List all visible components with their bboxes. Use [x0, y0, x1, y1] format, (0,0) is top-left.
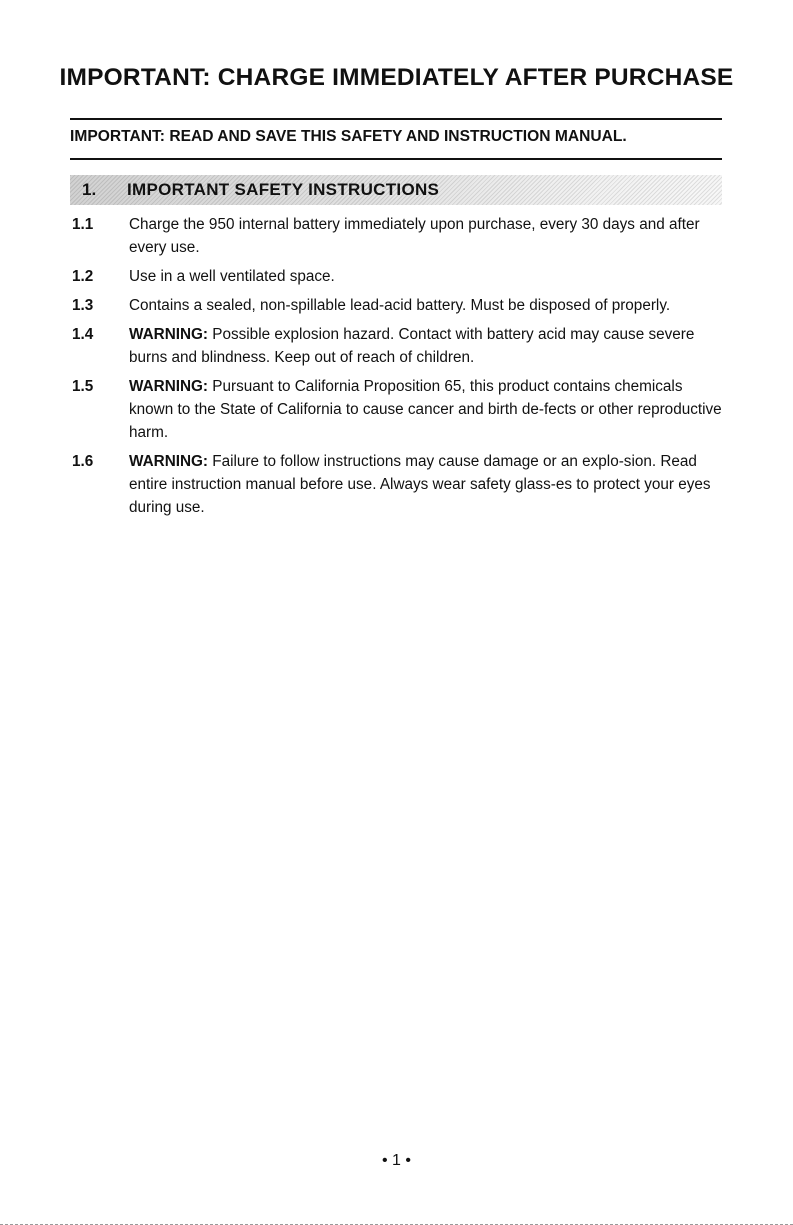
safety-instructions-list	[0, 213, 793, 525]
item-number: 1.1	[72, 216, 94, 233]
page-title: IMPORTANT: CHARGE IMMEDIATELY AFTER PURCHASE	[59, 64, 734, 91]
item-text: Possible explosion hazard. Contact with battery acid may cause severe burns and blindness. Keep out of reach of children.	[129, 326, 695, 366]
bottom-divider	[70, 158, 722, 160]
item-number: 1.2	[72, 268, 94, 285]
item-number: 1.6	[72, 453, 94, 470]
item-body	[129, 450, 724, 519]
manual-notice: IMPORTANT: READ AND SAVE THIS SAFETY AND INSTRUCTION MANUAL.	[70, 128, 627, 145]
item-body	[129, 375, 724, 444]
item-text: Pursuant to California Proposition 65, this product contains chemicals known to the State of California to cause cancer and birth de-fects or other reproductive harm.	[129, 378, 722, 441]
instruction-item-1-4	[0, 323, 793, 369]
section-number: 1.	[82, 180, 97, 199]
item-text: Use in a well ventilated space.	[129, 268, 335, 285]
item-text: Failure to follow instructions may cause damage or an explo-sion. Read entire instruction manual before use. Always wear safety glass-es to protect your eyes during use.	[129, 453, 711, 516]
section-title: IMPORTANT SAFETY INSTRUCTIONS	[127, 180, 440, 199]
instruction-item-1-6	[0, 450, 793, 519]
instruction-item-1-3	[0, 294, 793, 317]
item-number: 1.4	[72, 326, 94, 343]
warning-label: WARNING:	[129, 378, 209, 395]
instruction-item-1-1	[0, 213, 793, 259]
page-number: • 1 •	[382, 1152, 411, 1169]
instruction-item-1-2	[0, 265, 793, 288]
item-body	[129, 323, 724, 369]
item-text: Charge the 950 internal battery immediately upon purchase, every 30 days and after every use.	[129, 216, 700, 256]
item-number: 1.5	[72, 378, 94, 395]
warning-label: WARNING:	[129, 326, 209, 343]
warning-label: WARNING:	[129, 453, 209, 470]
instruction-item-1-5	[0, 375, 793, 444]
item-number: 1.3	[72, 297, 94, 314]
item-text: Contains a sealed, non-spillable lead-acid battery. Must be disposed of properly.	[129, 297, 671, 314]
section-banner	[70, 175, 722, 205]
top-divider	[70, 118, 722, 120]
